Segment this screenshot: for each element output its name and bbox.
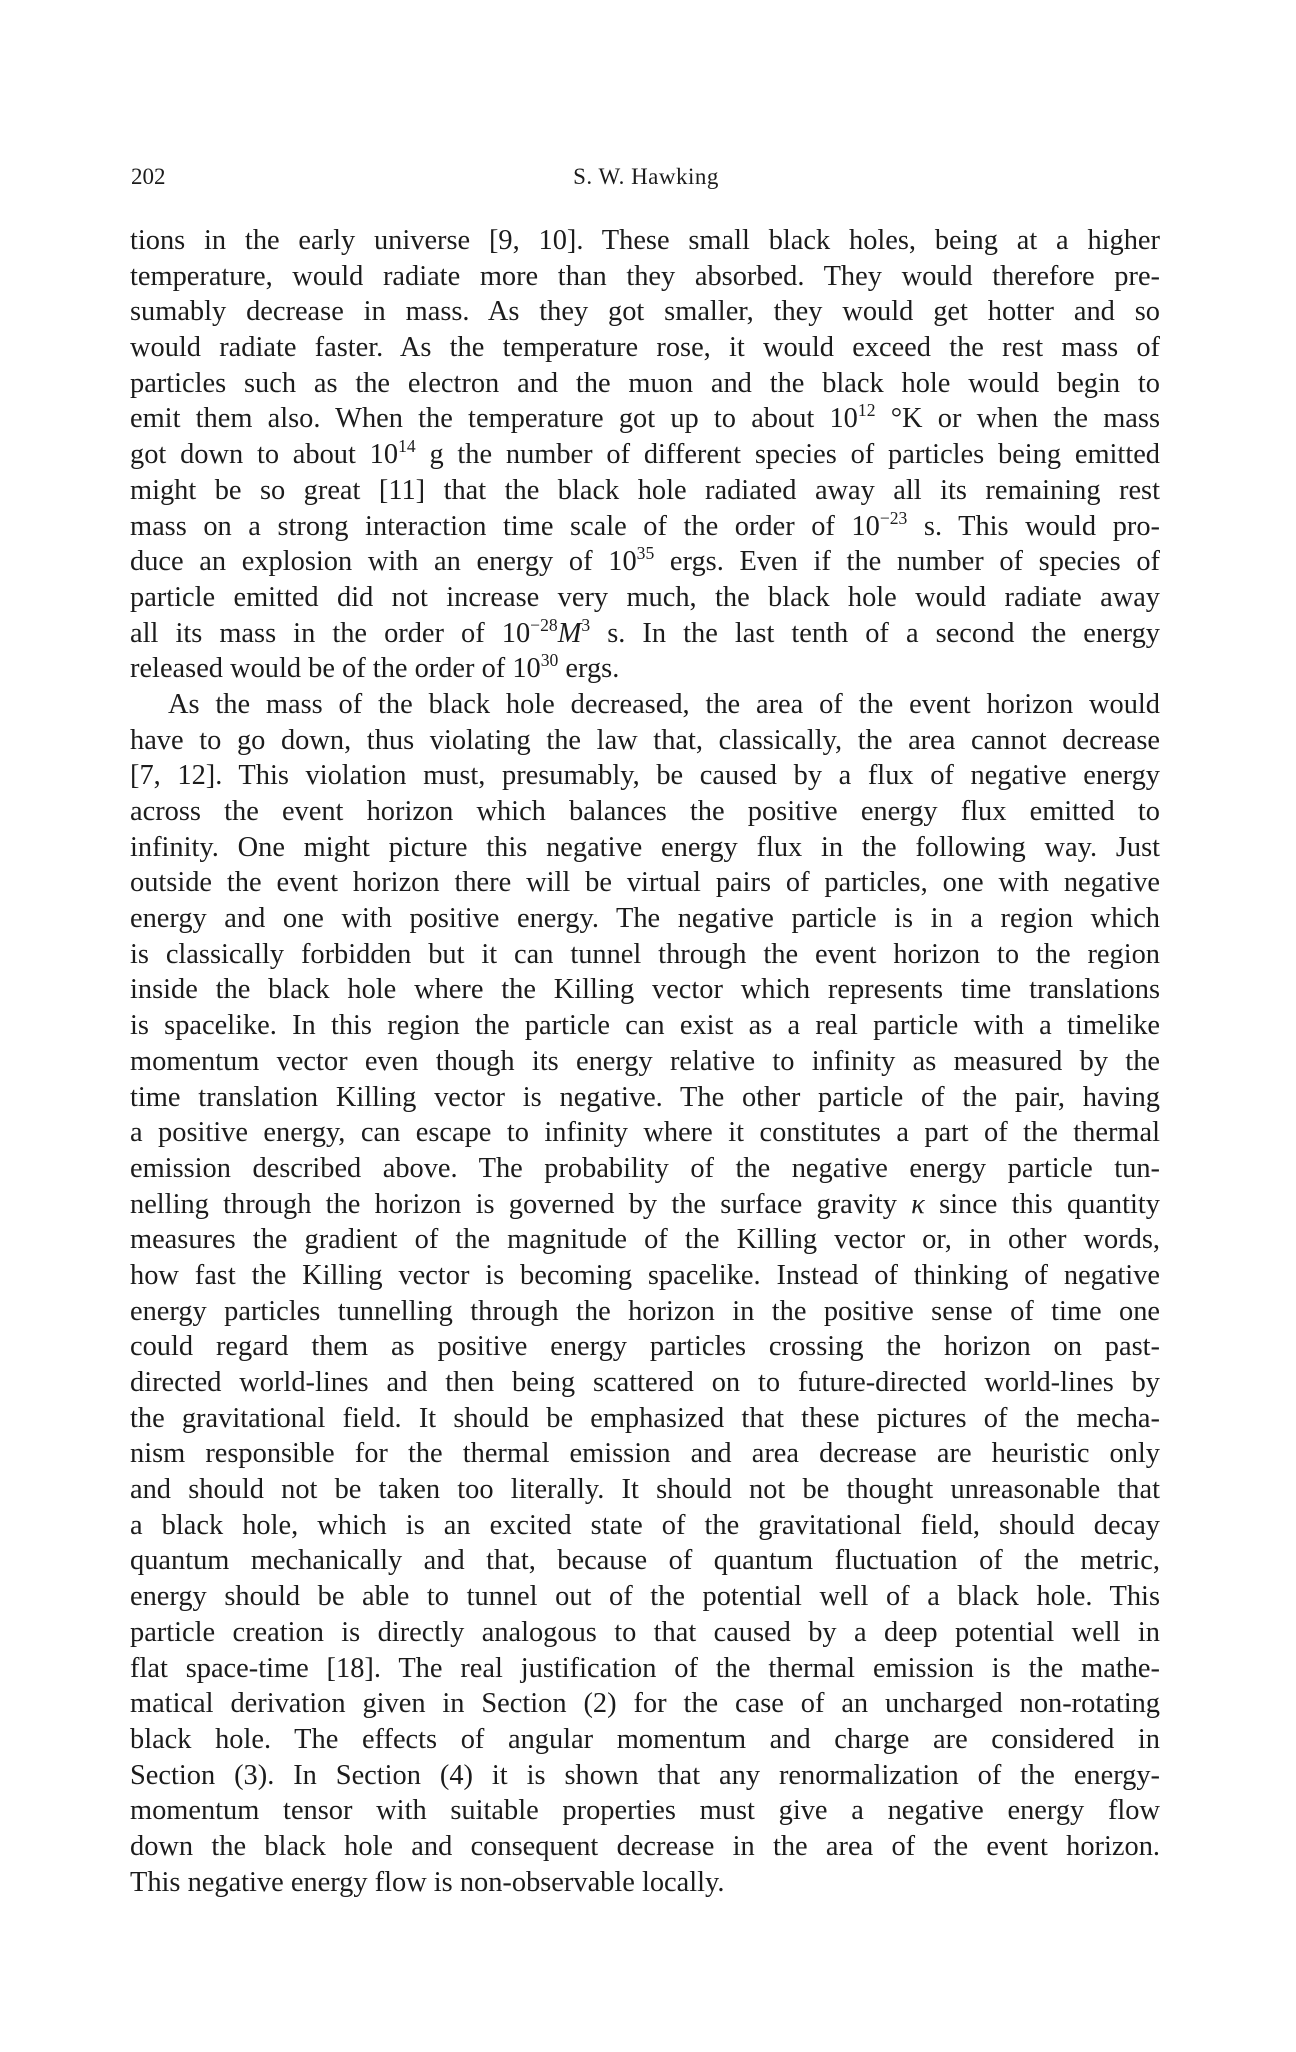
text-line: got down to about $10^{14}$ g the number of different species of particles being emitted [130, 436, 1160, 471]
text-line: mass on a strong interaction time scale of the order of $10^{-23}$ s. This would pro- [130, 507, 1160, 542]
text-line: particle creation is directly analogous to that caused by a deep potential well in [130, 1616, 1160, 1648]
text-line: quantum mechanically and that, because of quantum fluctuation of the metric, [130, 1545, 1160, 1577]
exponent: −23 [879, 507, 908, 528]
text-line: is classically forbidden but it can tunnel through the event horizon to the region [130, 938, 1160, 970]
exponent: 30 [540, 650, 559, 671]
text-line: duce an explosion with an energy of $10^{35}$ ergs. Even if the number of species of [130, 543, 1160, 578]
text-line: would radiate faster. As the temperature rose, it would exceed the rest mass of [130, 332, 1160, 364]
text-line: emit them also. When the temperature got up to about $10^{12}$ °K or when the mass [130, 400, 1160, 435]
text-line: a positive energy, can escape to infinity where it constitutes a part of the thermal [130, 1117, 1160, 1149]
text-line: momentum vector even though its energy relative to infinity as measured by the [130, 1045, 1160, 1077]
page-number: 202 [131, 164, 166, 189]
text-line: sumably decrease in mass. As they got smaller, they would get hotter and so [130, 296, 1160, 328]
text-line: nelling through the horizon is governed by the surface gravity κ since this quantity [130, 1188, 1160, 1220]
text-line: all its mass in the order of $10^{-28}M^3$ s. In the last tenth of a second the energy [130, 614, 1161, 649]
text-line: might be so great [11] that the black hole radiated away all its remaining rest [130, 474, 1160, 506]
text-line: energy particles tunnelling through the horizon in the positive sense of time one [130, 1295, 1160, 1327]
text-line: This negative energy flow is non-observable locally. [130, 1866, 725, 1898]
text-line: a black hole, which is an excited state of the gravitational field, should decay [130, 1509, 1160, 1541]
exponent: −28 [530, 614, 558, 635]
exponent: 35 [636, 543, 655, 564]
body-text [130, 223, 1160, 1900]
text-line: As the mass of the black hole decreased, the area of the event horizon would [168, 688, 1160, 720]
text-line: energy and one with positive energy. The negative particle is in a region which [130, 903, 1160, 935]
text-line: outside the event horizon there will be virtual pairs of particles, one with negative [130, 867, 1160, 899]
text-line: how fast the Killing vector is becoming spacelike. Instead of thinking of negative [130, 1259, 1160, 1291]
text-line: is spacelike. In this region the particle can exist as a real particle with a timelike [130, 1010, 1160, 1042]
text-line: the gravitational field. It should be emphasized that these pictures of the mecha- [130, 1402, 1160, 1434]
math-variable: κ [911, 1188, 925, 1220]
text-line: nism responsible for the thermal emission and area decrease are heuristic only [130, 1438, 1160, 1470]
text-line: have to go down, thus violating the law that, classically, the area cannot decrease [130, 724, 1160, 756]
math-variable: M [557, 617, 582, 649]
text-line: flat space-time [18]. The real justification of the thermal emission is the mathe- [130, 1652, 1160, 1684]
text-line: black hole. The effects of angular momentum and charge are considered in [130, 1723, 1160, 1755]
text-line: infinity. One might picture this negative energy flux in the following way. Just [130, 831, 1160, 863]
text-line: time translation Killing vector is negative. The other particle of the pair, having [130, 1081, 1160, 1113]
text-line: released would be of the order of $10^{30}$ ergs. [130, 650, 620, 685]
exponent: 12 [857, 400, 876, 421]
text-line: tions in the early universe [9, 10]. These small black holes, being at a higher [130, 225, 1160, 256]
text-line: across the event horizon which balances the positive energy flux emitted to [130, 796, 1160, 827]
text-line: temperature, would radiate more than they absorbed. They would therefore pre- [130, 260, 1160, 292]
text-line: energy should be able to tunnel out of the potential well of a black hole. This [130, 1581, 1160, 1613]
text-line: Section (3). In Section (4) it is shown that any renormalization of the energy- [130, 1759, 1160, 1791]
text-line: particle emitted did not increase very much, the black hole would radiate away [130, 581, 1160, 613]
text-line: measures the gradient of the magnitude of the Killing vector or, in other words, [130, 1224, 1160, 1256]
text-line: down the black hole and consequent decrease in the area of the event horizon. [130, 1830, 1160, 1862]
text-line: particles such as the electron and the muon and the black hole would begin to [130, 367, 1160, 399]
text-line: momentum tensor with suitable properties must give a negative energy flow [130, 1795, 1160, 1827]
text-line: matical derivation given in Section (2) for the case of an uncharged non-rotating [130, 1688, 1160, 1720]
exponent: 3 [581, 614, 591, 635]
text-line: and should not be taken too literally. It should not be thought unreasonable that [130, 1474, 1160, 1506]
text-line: [7, 12]. This violation must, presumably, be caused by a flux of negative energy [130, 760, 1160, 792]
text-line: could regard them as positive energy particles crossing the horizon on past- [130, 1331, 1160, 1363]
exponent: 14 [398, 436, 416, 457]
text-line: inside the black hole where the Killing vector which represents time translations [130, 974, 1160, 1006]
running-head-author: S. W. Hawking [573, 164, 719, 189]
text-line: directed world-lines and then being scattered on to future-directed world-lines by [130, 1367, 1160, 1398]
running-head [131, 160, 1161, 194]
text-line: emission described above. The probability of the negative energy particle tun- [130, 1152, 1160, 1184]
